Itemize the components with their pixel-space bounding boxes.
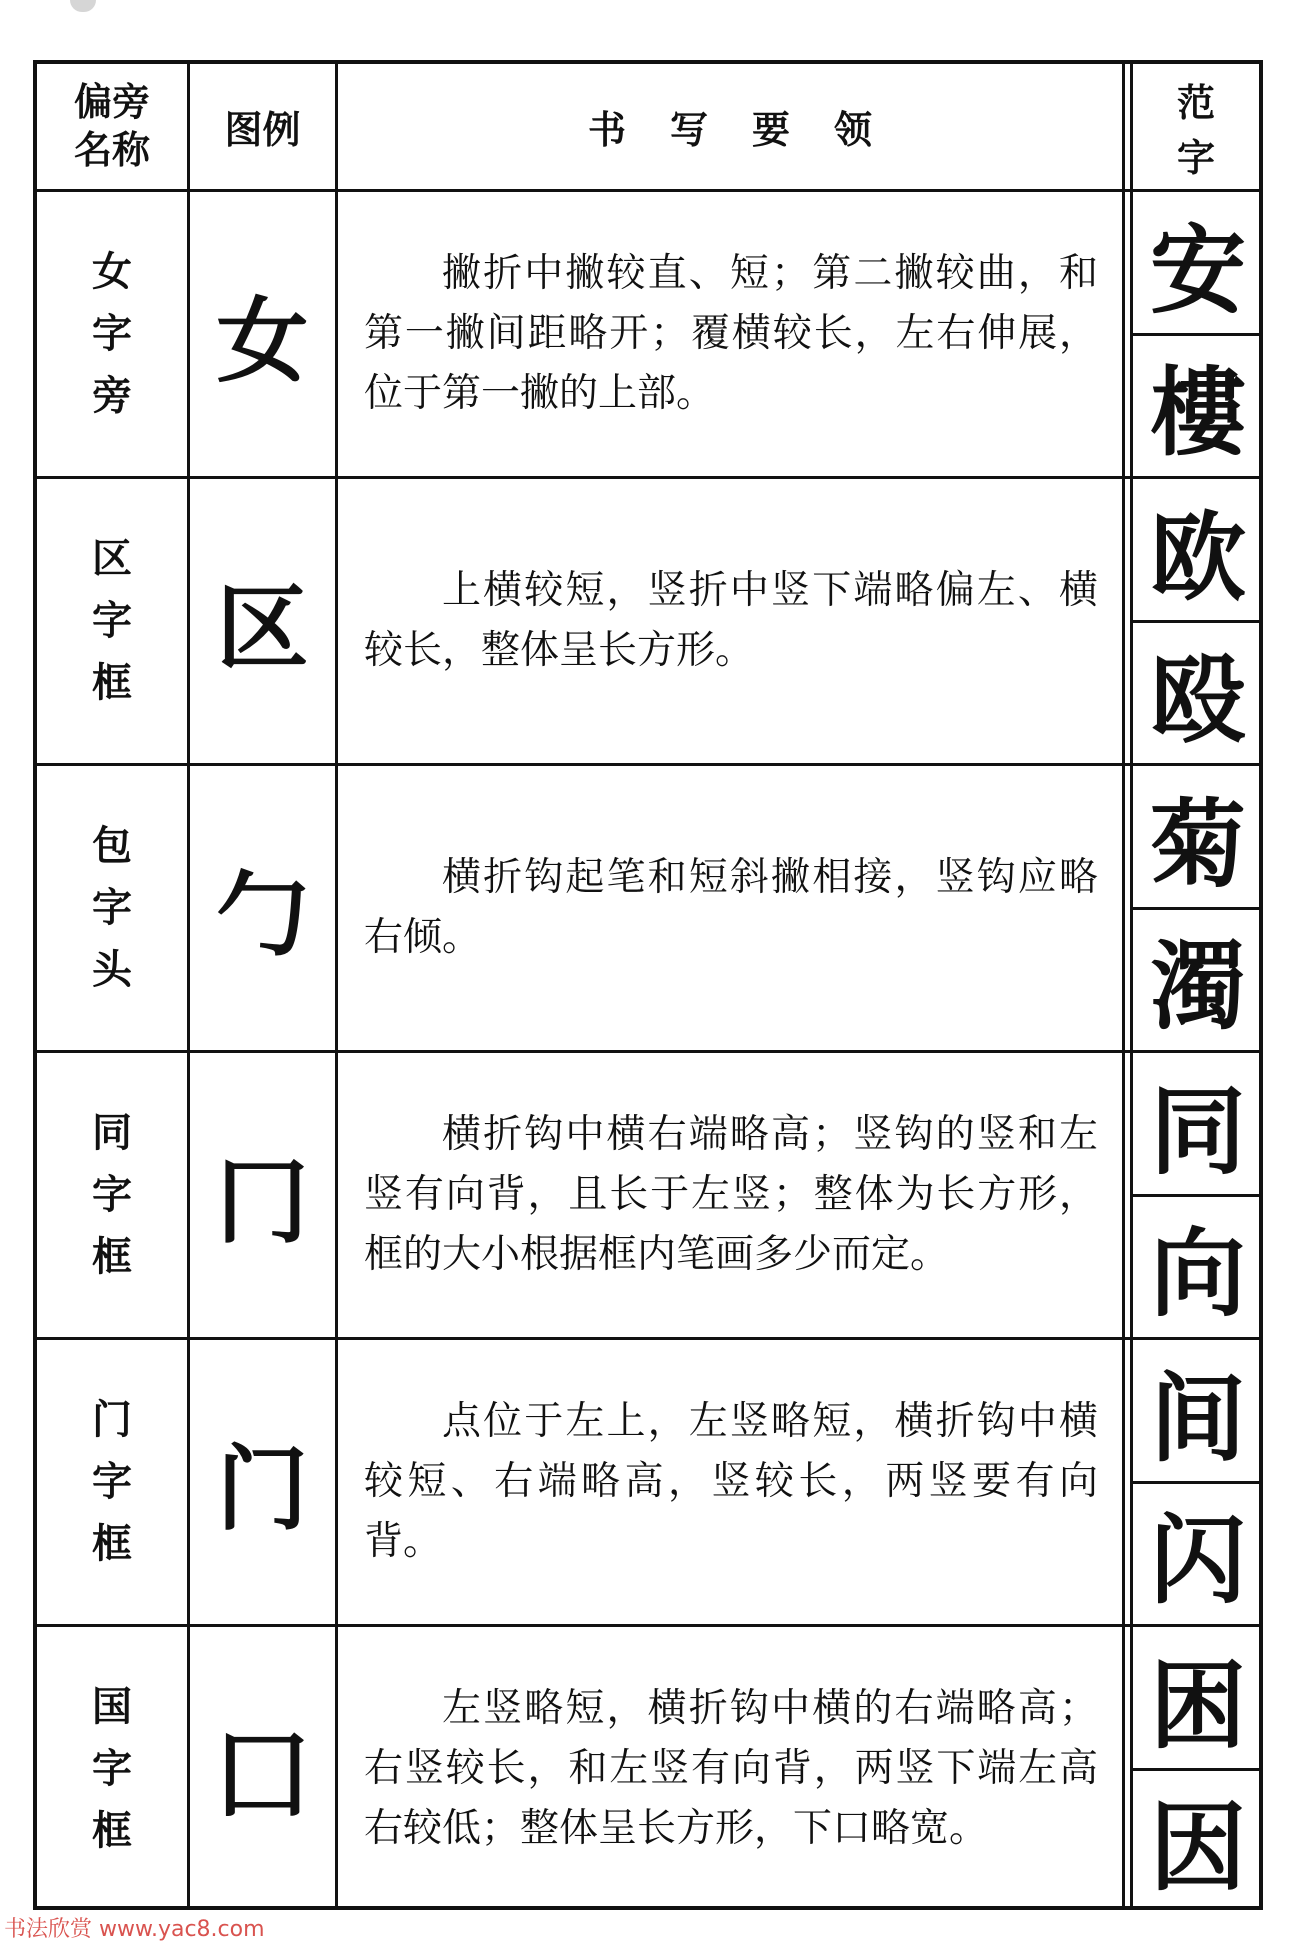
writing-points — [338, 479, 1122, 763]
sample-character: 困 — [1150, 1648, 1246, 1762]
sample-character: 闪 — [1150, 1503, 1246, 1617]
writing-points — [338, 1053, 1122, 1337]
radical-name-char: 字 — [92, 1746, 132, 1792]
radical-name-char: 区 — [92, 536, 132, 582]
writing-points — [338, 192, 1122, 476]
radical-example-glyph: 女 — [216, 287, 309, 395]
writing-points-text: 点位于左上，左竖略短，横折钩中横较短、右端略高，竖较长，两竖要有向背。 — [364, 1399, 1098, 1564]
header-example: 图例 — [224, 108, 301, 152]
radical-name-char: 框 — [92, 660, 132, 706]
sample-character: 因 — [1150, 1790, 1246, 1904]
radical-name — [37, 766, 187, 1050]
radical-name-char: 字 — [92, 1172, 132, 1218]
sample-character: 向 — [1150, 1216, 1246, 1330]
radical-name-char: 旁 — [92, 373, 132, 419]
radical-name-char: 女 — [92, 249, 132, 295]
sample-divider — [1133, 333, 1263, 336]
writing-points — [338, 1627, 1122, 1911]
radical-example-glyph: 冂 — [216, 1148, 309, 1256]
sample-character: 安 — [1150, 213, 1246, 327]
writing-points-text: 撇折中撇较直、短；第二撇较曲，和第一撇间距略开；覆横较长，左右伸展，位于第一撇的上部。 — [364, 251, 1098, 416]
radical-example-glyph: 囗 — [216, 1722, 309, 1830]
sample-divider — [1133, 1194, 1263, 1197]
writing-points-text: 横折钩中横右端略高；竖钩的竖和左竖有向背，且长于左竖；整体为长方形，框的大小根据框内笔画多少而定。 — [364, 1112, 1098, 1277]
radical-name-char: 头 — [92, 947, 132, 993]
radical-name-char: 框 — [92, 1521, 132, 1567]
sample-character: 菊 — [1150, 787, 1246, 901]
radical-name — [37, 1340, 187, 1624]
radical-name-char: 包 — [92, 823, 132, 869]
radical-name-char: 字 — [92, 598, 132, 644]
writing-points-text: 横折钩起笔和短斜撇相接，竖钩应略右倾。 — [364, 855, 1098, 960]
radical-name — [37, 1053, 187, 1337]
sample-divider — [1133, 620, 1263, 623]
radical-name — [37, 192, 187, 476]
radical-name-char: 国 — [92, 1684, 132, 1730]
radical-name-char: 同 — [92, 1110, 132, 1156]
sample-character: 殴 — [1150, 642, 1246, 756]
radical-example-glyph: 区 — [216, 574, 309, 682]
radical-name-char: 字 — [92, 885, 132, 931]
radicals-table — [33, 60, 1263, 1910]
header-samples: 范字 — [1177, 80, 1260, 180]
writing-points — [338, 1340, 1122, 1624]
sample-character: 同 — [1150, 1074, 1246, 1188]
scan-artifact — [70, 0, 96, 12]
sample-character: 间 — [1150, 1361, 1246, 1475]
header-name-line2: 名称 — [73, 127, 150, 172]
header-name-line1: 偏旁 — [73, 80, 150, 124]
radical-name-char: 门 — [92, 1397, 132, 1443]
writing-points-text: 上横较短，竖折中竖下端略偏左、横较长，整体呈长方形。 — [364, 568, 1098, 673]
sample-character: 欧 — [1150, 500, 1246, 614]
watermark: 书法欣赏 www.yac8.com — [4, 1917, 265, 1942]
radical-name — [37, 1627, 187, 1911]
radical-example-glyph: 门 — [216, 1435, 309, 1543]
header-name — [37, 64, 187, 189]
header-points: 书写要领 — [587, 108, 916, 152]
col-divider — [1122, 64, 1125, 1906]
radical-example-glyph: 勹 — [216, 861, 309, 969]
radical-name-char: 字 — [92, 311, 132, 357]
sample-divider — [1133, 907, 1263, 910]
sample-divider — [1133, 1768, 1263, 1771]
radical-name-char: 框 — [92, 1808, 132, 1854]
writing-points — [338, 766, 1122, 1050]
sample-character: 濁 — [1150, 929, 1246, 1043]
sample-divider — [1133, 1481, 1263, 1484]
sample-character: 樓 — [1150, 355, 1246, 469]
radical-name-char: 框 — [92, 1234, 132, 1280]
radical-name-char: 字 — [92, 1459, 132, 1505]
radical-name — [37, 479, 187, 763]
writing-points-text: 左竖略短，横折钩中横的右端略高；右竖较长，和左竖有向背，两竖下端左高右较低；整体呈长方形，下口略宽。 — [364, 1686, 1098, 1851]
